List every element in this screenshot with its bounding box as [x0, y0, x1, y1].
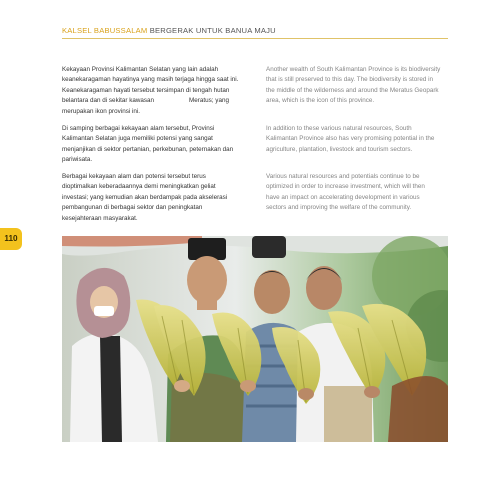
text-line: keanekaragaman hayatinya yang masih terjaga hingga saat ini.	[62, 76, 239, 84]
text-line: optimized in order to increase investment, which will then	[266, 183, 425, 191]
text-line: In addition to these various natural resources, South	[266, 125, 412, 132]
id-paragraph-1	[62, 65, 254, 117]
header-rule	[62, 38, 448, 39]
text-line: Various natural resources and potentials continue to be	[266, 173, 420, 180]
harvest-photo	[62, 236, 448, 442]
text-line: area, which is the icon of this province.	[266, 97, 375, 105]
text-line: Kekayaan Provinsi Kalimantan Selatan yang lain adalah	[62, 66, 219, 73]
en-paragraph-3	[266, 172, 452, 214]
text-line: Di samping berbagai kekayaan alam tersebut, Provinsi	[62, 125, 215, 132]
text-line: have an impact on accelerating development in various	[266, 193, 420, 201]
text-line: kesejahteraan masyarakat.	[62, 214, 138, 222]
text-line: sectors and improving the welfare of the community.	[266, 204, 412, 212]
text-line: the middle of the wilderness and around the Meratus Geopark	[266, 86, 439, 94]
text-line: Keanekaragaman hayati tersebut tersimpan di tengah hutan	[62, 86, 230, 94]
running-header	[62, 26, 276, 35]
id-paragraph-2	[62, 124, 254, 166]
text-line: that is still preserved to this day. The biodiversity is stored in	[266, 76, 434, 84]
id-paragraph-3	[62, 172, 254, 224]
text-line: belantara dan di sekitar kawasan Meratus; yang	[62, 97, 229, 105]
text-line: pariwisata.	[62, 156, 93, 164]
text-line: pembangunan di berbagai sektor dan peningkatan	[62, 204, 203, 212]
text-line: agriculture, plantation, livestock and tourism sectors.	[266, 145, 413, 153]
text-line: Kalimantan Province also has very promising potential in the	[266, 135, 435, 143]
text-line: Berbagai kekayaan alam dan potensi tersebut terus	[62, 173, 206, 180]
text-line: merupakan ikon provinsi ini.	[62, 107, 141, 115]
header-tagline: BERGERAK UNTUK BANUA MAJU	[147, 26, 276, 35]
page-number: 110	[4, 234, 18, 243]
text-line: Kalimantan Selatan juga memiliki potensi yang sangat	[62, 135, 213, 143]
en-paragraph-2	[266, 124, 452, 155]
text-line: dioptimalkan keberadaannya demi meningkatkan geliat	[62, 183, 216, 191]
text-line: investasi; yang kemudian akan berdampak pada akselerasi	[62, 193, 228, 201]
en-paragraph-1	[266, 65, 452, 107]
header-brand: KALSEL BABUSSALAM	[62, 26, 148, 35]
text-line: Another wealth of South Kalimantan Province is its biodiversity	[266, 66, 441, 73]
text-line: menjanjikan di sektor pertanian, perkebunan, peternakan dan	[62, 145, 234, 153]
